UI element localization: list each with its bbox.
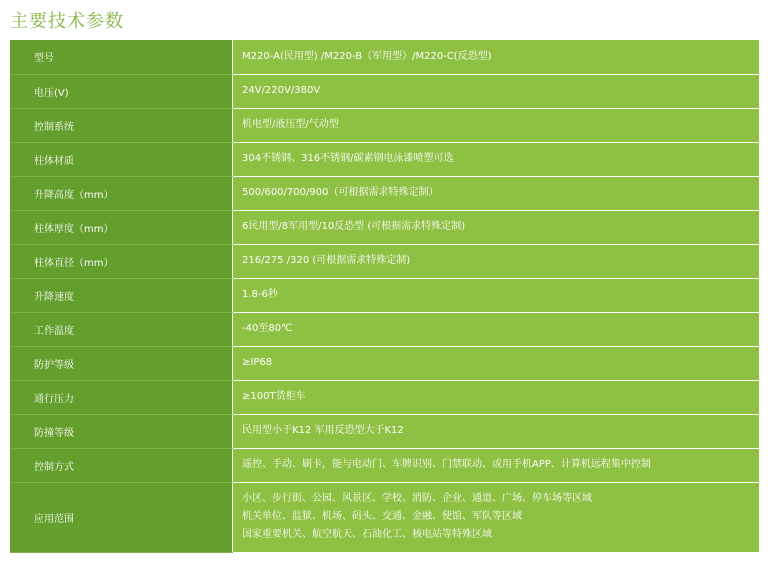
table-row [10,346,759,380]
table-row [10,278,759,312]
row-label: 型号 [10,40,233,74]
row-value: -40至80℃ [233,312,760,346]
row-value: M220-A(民用型) /M220-B（军用型）/M220-C(反恐型) [233,40,760,74]
row-label: 应用范围 [10,482,233,552]
row-label: 柱体直径（mm） [10,244,233,278]
row-value: 304不锈钢、316不锈钢/碳素钢电泳漆喷塑可选 [233,142,760,176]
row-value: 24V/220V/380V [233,74,760,108]
row-label: 电压(V) [10,74,233,108]
row-label: 防护等级 [10,346,233,380]
row-value: 6民用型/8军用型/10反恐型 (可根据需求特殊定制) [233,210,760,244]
page-title: 主要技术参数 [10,11,124,32]
row-value [233,482,760,552]
table-row [10,40,759,74]
row-label: 工作温度 [10,312,233,346]
row-label: 柱体材质 [10,142,233,176]
row-value: 1.8-6秒 [233,278,760,312]
table-row [10,312,759,346]
row-value: ≥IP68 [233,346,760,380]
table-row [10,414,759,448]
table-row [10,74,759,108]
table-row [10,210,759,244]
table-row [10,142,759,176]
table-row [10,176,759,210]
row-value: ≥100T货柜车 [233,380,760,414]
row-value: 500/600/700/900（可根据需求特殊定制） [233,176,760,210]
row-value-line: 小区、步行街、公园、风景区、学校、消防、企业、通道、广场、停车场等区域 [242,493,592,504]
table-row [10,244,759,278]
row-value-line: 机关单位、监狱、机场、码头、交通、金融、使馆、军队等区域 [242,511,522,522]
row-label: 升降高度（mm） [10,176,233,210]
spec-table [10,40,759,553]
table-row [10,108,759,142]
row-value-line: 国家重要机关、航空航天、石油化工、核电站等特殊区域 [242,529,492,540]
row-label: 控制方式 [10,448,233,482]
table-row [10,380,759,414]
row-label: 控制系统 [10,108,233,142]
row-value: 民用型小于K12 军用反恐型大于K12 [233,414,760,448]
table-row [10,482,759,552]
row-label: 柱体厚度（mm） [10,210,233,244]
row-value: 机电型/液压型/气动型 [233,108,760,142]
row-label: 升降速度 [10,278,233,312]
table-row [10,448,759,482]
row-label: 通行压力 [10,380,233,414]
row-value: 216/275 /320 (可根据需求特殊定制) [233,244,760,278]
row-label: 防撞等级 [10,414,233,448]
row-value: 遥控、手动、刷卡，能与电动门、车牌识别、门禁联动、或用手机APP、计算机远程集中控制 [233,448,760,482]
